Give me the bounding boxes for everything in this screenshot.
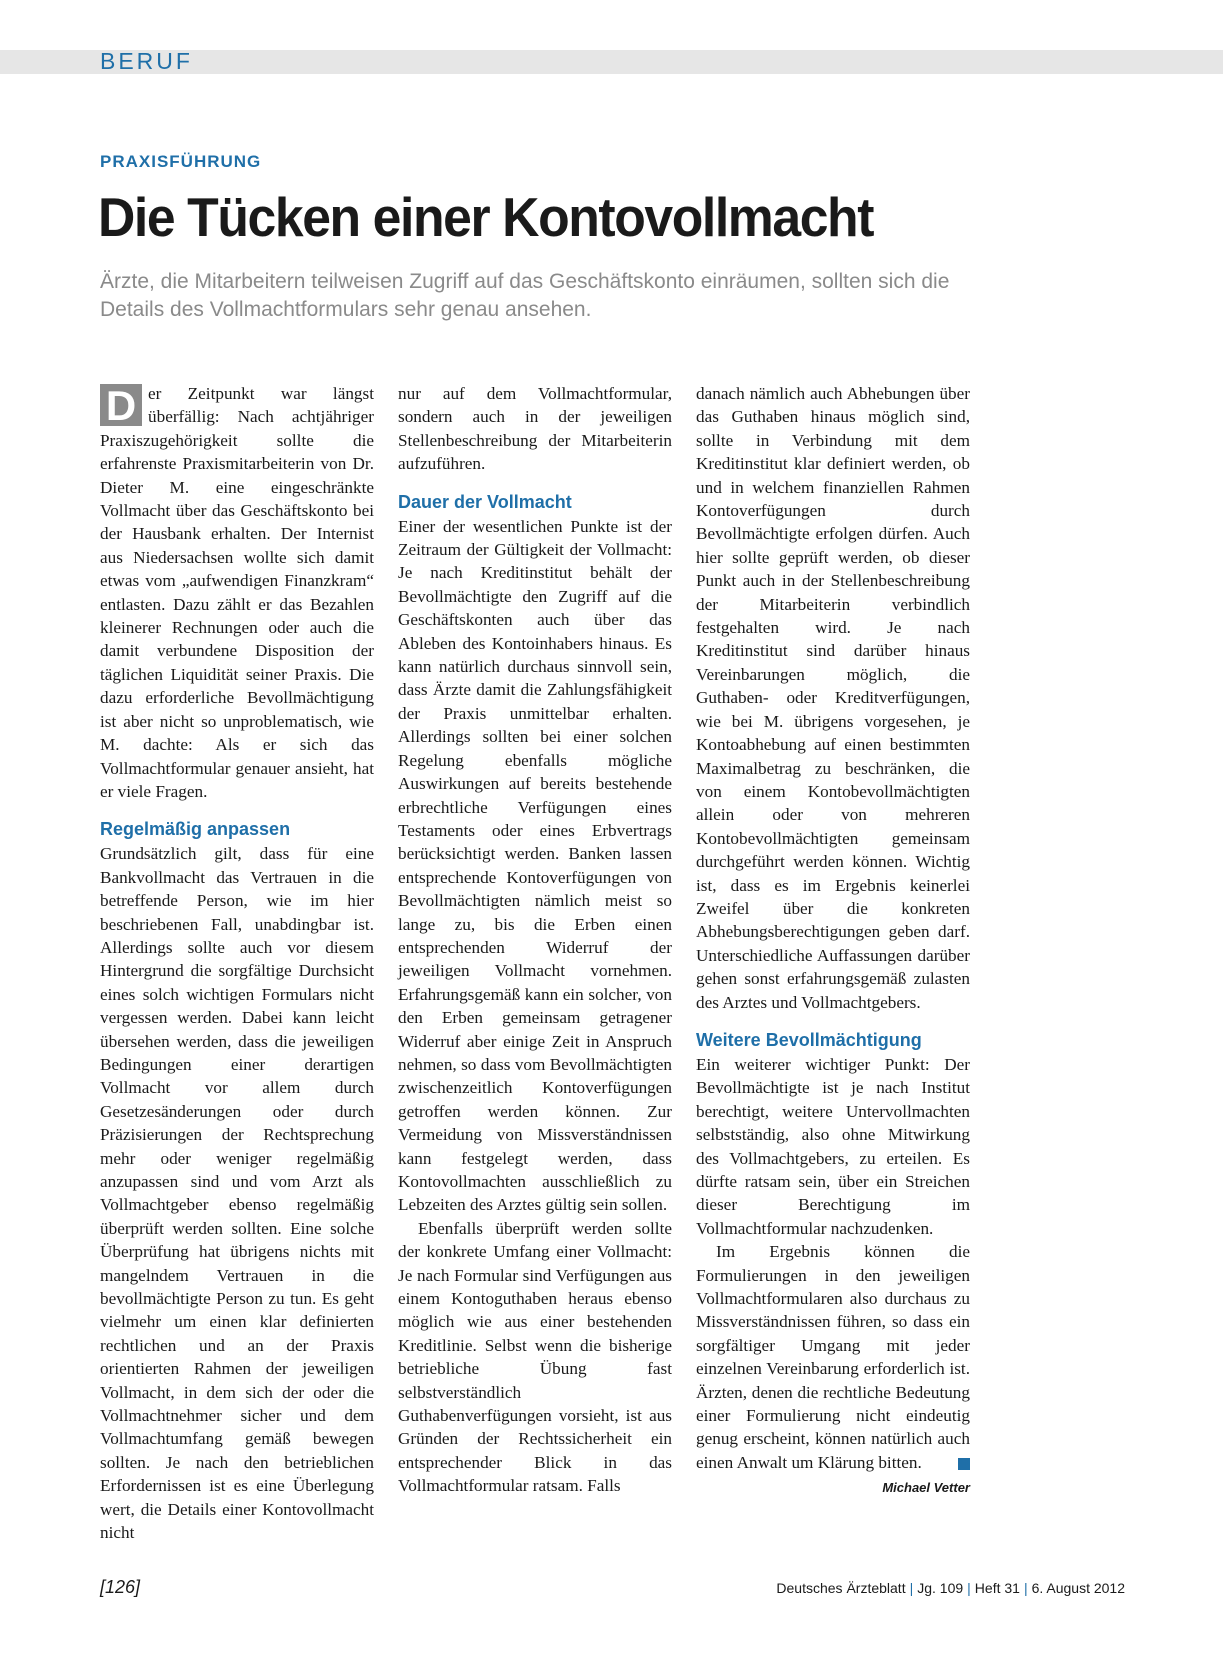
paragraph-text: er Zeitpunkt war längst überfällig: Nach achtjähriger Praxiszugehörigkeit sollte die erfahrenste Praxismitarbeiterin von Dr. Dieter M. eine eingeschränkte Vollmacht über das Geschäftskonto bei der Hausbank erhalten. Der Internist aus Niedersachsen wollte sich damit etwas vom „aufwendigen Finanzkram“ entlasten. Dazu zählt er das Bezahlen kleinerer Rechnungen oder auch die damit verbundene Disposition der täglichen Liquidität seiner Praxis. Die dazu erforderliche Bevollmächtigung ist aber nicht so unproblematisch, wie M. dachte: Als er sich das Vollmachtformular genauer ansieht, hat er viele Fragen. — [100, 384, 374, 801]
paragraph: Einer der wesentlichen Punkte ist der Zeitraum der Gültigkeit der Vollmacht: Je nach Kreditinstitut behält der Bevollmächtigte den Zugriff auf die Geschäftskonten auch über das Ableben des Kontoinhabers hinaus. Es kann natürlich durchaus sinnvoll sein, dass Ärzte damit die Zahlungsfähigkeit der Praxis unmittelbar erhalten. Allerdings sollten bei einer solchen Regelung ebenfalls mögliche Auswirkungen auf bereits bestehende erbrechtliche Verfügungen eines Testaments oder eines Erbvertrags berücksichtigt werden. Banken lassen entsprechende Kontoverfügungen von Bevollmächtigten nämlich meist so lange zu, bis die Erben einen entsprechenden Widerruf der jeweiligen Vollmacht vornehmen. Erfahrungsgemäß kann ein solcher, von den Erben gemeinsam getragener Widerruf aber einige Zeit in Anspruch nehmen, so dass vom Bevollmächtigten zwischenzeitlich Kontoverfügungen getroffen werden können. Zur Vermeidung von Missverständnissen kann festgelegt werden, dass Kontovollmachten ausschließlich zu Lebzeiten des Arztes gültig sein sollen. — [398, 516, 672, 1215]
paragraph: Ein weiterer wichtiger Punkt: Der Bevollmächtigte ist je nach Institut berechtigt, weitere Untervollmachten selbstständig, also ohne Mitwirkung des Vollmachtgebers, zu erteilen. Es dürfte ratsam sein, über ein Streichen dieser Berechtigung im Vollmachtformular nachzudenken. — [696, 1054, 970, 1238]
article-lead: Ärzte, die Mitarbeitern teilweisen Zugriff auf das Geschäftskonto einräumen, sollten sich die Details des Vollmachtformulars sehr genau ansehen. — [100, 270, 950, 321]
paragraph: nur auf dem Vollmachtformular, sondern auch in der jeweiligen Stellenbeschreibung der Mitarbeiterin aufzuführen. — [398, 384, 672, 474]
subheading: Dauer der Vollmacht — [398, 491, 572, 512]
separator: | — [967, 1580, 971, 1596]
separator: | — [1023, 1580, 1028, 1596]
subheading: Weitere Bevollmächtigung — [696, 1029, 922, 1050]
journal-issue: Heft 31 — [974, 1580, 1020, 1596]
paragraph: Ebenfalls überprüft werden sollte der konkrete Umfang einer Vollmacht: Je nach Formular sind Verfügungen aus einem Kontoguthaben heraus ebenso möglich wie aus einer bestehenden Kreditlinie. Selbst wenn die bisherige betriebliche Übung fast selbstverständlich Guthabenverfügungen vorsieht, ist aus Gründen der Rechtssicherheit ein entsprechender Blick in das Vollmachtformular ratsam. Falls — [398, 1218, 672, 1496]
author-name: Michael Vetter — [882, 1480, 970, 1496]
column-3 — [696, 382, 970, 1500]
paragraph — [696, 1240, 970, 1474]
paragraph: Grundsätzlich gilt, dass für eine Bankvollmacht das Vertrauen in die betreffende Person, wie im hier beschriebenen Fall, unabdingbar ist. Allerdings sollte auch vor diesem Hintergrund die sorgfältige Durchsicht eines solch wichtigen Formulars nicht vergessen werden. Dabei kann leicht übersehen werden, dass die jeweiligen Bedingungen einer derartigen Vollmacht vor allem durch Gesetzesänderungen oder durch Präzisierungen der Rechtsprechung mehr oder weniger regelmäßig anzupassen sind und vom Arzt als Vollmachtgeber ebenso regelmäßig überprüft werden sollten. Eine solche Überprüfung hat übrigens nichts mit mangelndem Vertrauen in die bevollmächtigte Person zu tun. Es geht vielmehr um einen klar definierten rechtlichen und an der Praxis orientierten Rahmen der jeweiligen Vollmacht, in dem sich der oder die Vollmachtnehmer sicher und dem Vollmachtumfang gemäß bewegen sollten. Je nach den betrieblichen Erfordernissen ist es eine Überlegung wert, die Details einer Kontovollmacht nicht — [100, 844, 374, 1543]
journal-name: Deutsches Ärzteblatt — [776, 1580, 906, 1596]
section-bar — [0, 50, 1223, 74]
column-1 — [100, 382, 374, 1545]
separator: | — [909, 1580, 914, 1596]
paragraph — [100, 382, 374, 803]
article-title: Die Tücken einer Kontovollmacht — [98, 186, 874, 248]
footer-citation — [776, 1580, 1125, 1596]
journal-date: 6. August 2012 — [1031, 1580, 1125, 1596]
page-number: [126] — [100, 1577, 141, 1597]
subheading: Regelmäßig anpassen — [100, 819, 291, 840]
end-mark-icon — [958, 1458, 970, 1470]
paragraph-text: Im Ergebnis können die Formulierungen in den jeweiligen Vollmachtformularen also durchaus zu Missverständnissen führen, so dass ein sorgfältiger Umgang mit jeder einzelnen Vereinbarung erforderlich ist. Ärzten, denen die rechtliche Bedeutung einer Formulierung nicht eindeutig genug erscheint, können natürlich auch einen Anwalt um Klärung bitten. — [696, 1242, 970, 1472]
paragraph: danach nämlich auch Abhebungen über das Guthaben hinaus möglich sind, sollte in Verbindung mit dem Kreditinstitut klar definiert werden, ob und in welchem finanziellen Rahmen Kontoverfügungen durch Bevollmächtigte erfolgen dürfen. Auch hier sollte geprüft werden, ob dieser Punkt auch in der Stellenbeschreibung der Mitarbeiterin verbindlich festgehalten wird. Je nach Kreditinstitut sind darüber hinaus Vereinbarungen möglich, die Guthaben- oder Kreditverfügungen, wie bei M. übrigens vorgesehen, je Kontoabhebung auf einen bestimmten Maximalbetrag zu beschränken, die von einem Kontobevollmächtigten allein oder von mehreren Kontobevollmächtigten gemeinsam durchgeführt werden können. Wichtig ist, dass es im Ergebnis keinerlei Zweifel über die konkreten Abhebungsberechtigungen geben darf. Unterschiedliche Auffassungen darüber gehen sonst erfahrungsgemäß zulasten des Arztes und Vollmachtgebers. — [696, 384, 970, 1012]
column-2 — [398, 382, 672, 1498]
article-kicker: PRAXISFÜHRUNG — [100, 152, 262, 171]
section-label: BERUF — [100, 48, 193, 74]
journal-volume: Jg. 109 — [917, 1580, 964, 1596]
drop-cap: D — [100, 384, 142, 426]
